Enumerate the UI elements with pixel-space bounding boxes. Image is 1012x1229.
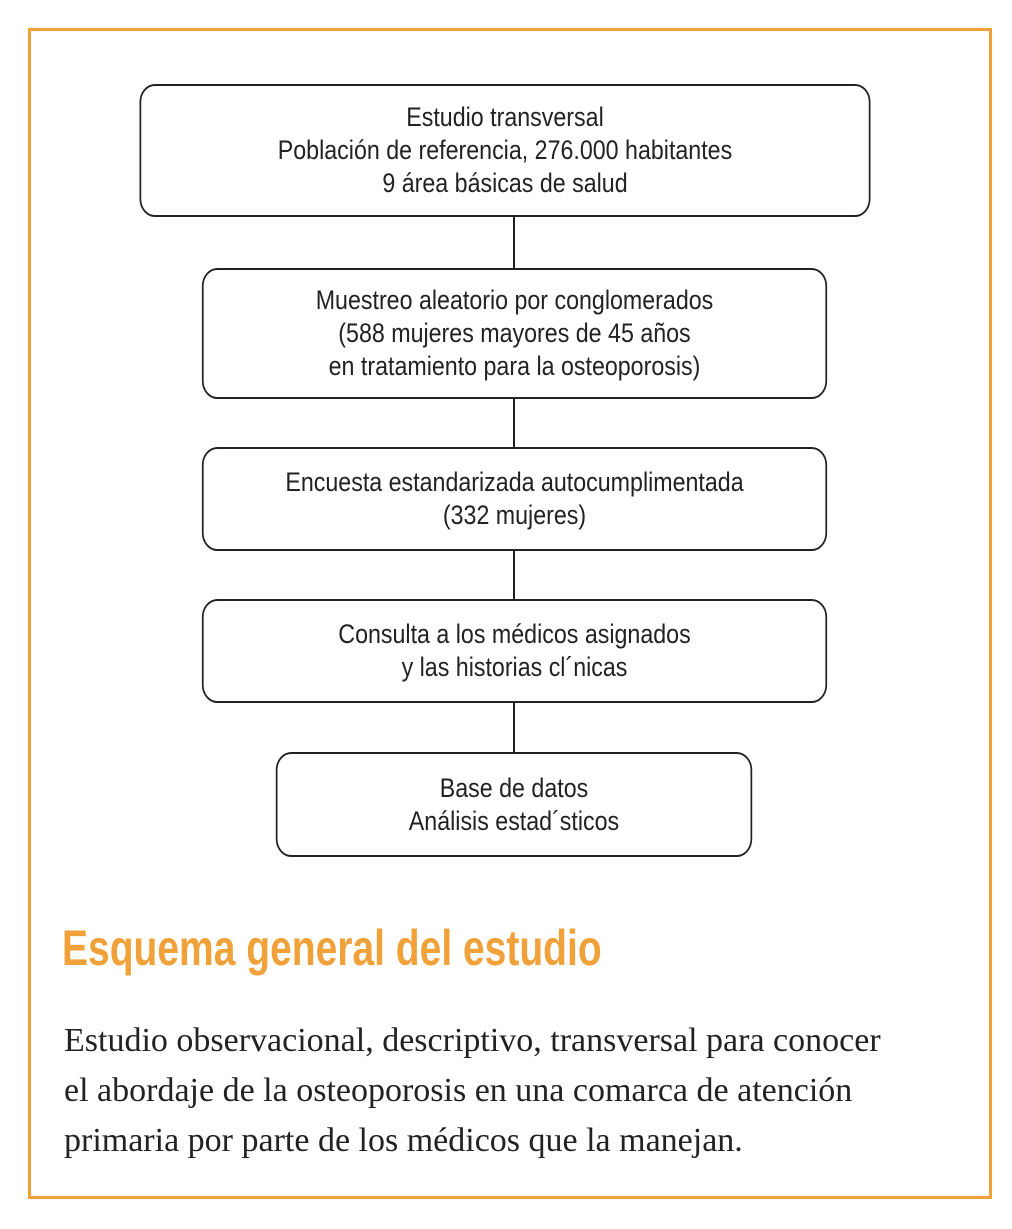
step-4-line-2: y las historias cl´nicas: [401, 652, 628, 682]
figure-title: Esquema general del estudio: [62, 920, 602, 976]
caption-line-3: primaria por parte de los médicos que la manejan.: [64, 1122, 743, 1159]
step-5-line-2: Análisis estad´sticos: [408, 805, 620, 836]
step-1-line-2: Población de referencia, 276.000 habitantes: [277, 135, 733, 165]
step-2-line-1: Muestreo aleatorio por conglomerados: [315, 285, 714, 315]
step-3-line-2: (332 mujeres): [442, 500, 587, 530]
step-2-line-3: en tratamiento para la osteoporosis): [328, 351, 701, 381]
step-1-line-1: Estudio transversal: [406, 102, 604, 132]
connector-4-5: [513, 701, 515, 754]
connector-2-3: [513, 397, 515, 449]
caption-line-1: Estudio observacional, descriptivo, transversal para conocer: [64, 1022, 881, 1059]
step-5-line-1: Base de datos: [439, 772, 589, 803]
figure-caption: [64, 1016, 964, 1166]
caption-line-2: el abordaje de la osteoporosis en una comarca de atención: [64, 1072, 853, 1109]
step-2-line-2: (588 mujeres mayores de 45 años: [338, 318, 691, 348]
flow-step-study-design: [140, 84, 871, 217]
flow-step-sampling: [202, 268, 827, 399]
connector-3-4: [513, 549, 515, 601]
flow-step-consultation: [202, 599, 827, 703]
flow-step-analysis: [276, 752, 752, 857]
flow-step-survey: [202, 447, 827, 551]
step-3-line-1: Encuesta estandarizada autocumplimentada: [285, 467, 744, 497]
connector-1-2: [513, 216, 515, 270]
step-4-line-1: Consulta a los médicos asignados: [338, 619, 691, 649]
step-1-line-3: 9 área básicas de salud: [382, 168, 628, 198]
